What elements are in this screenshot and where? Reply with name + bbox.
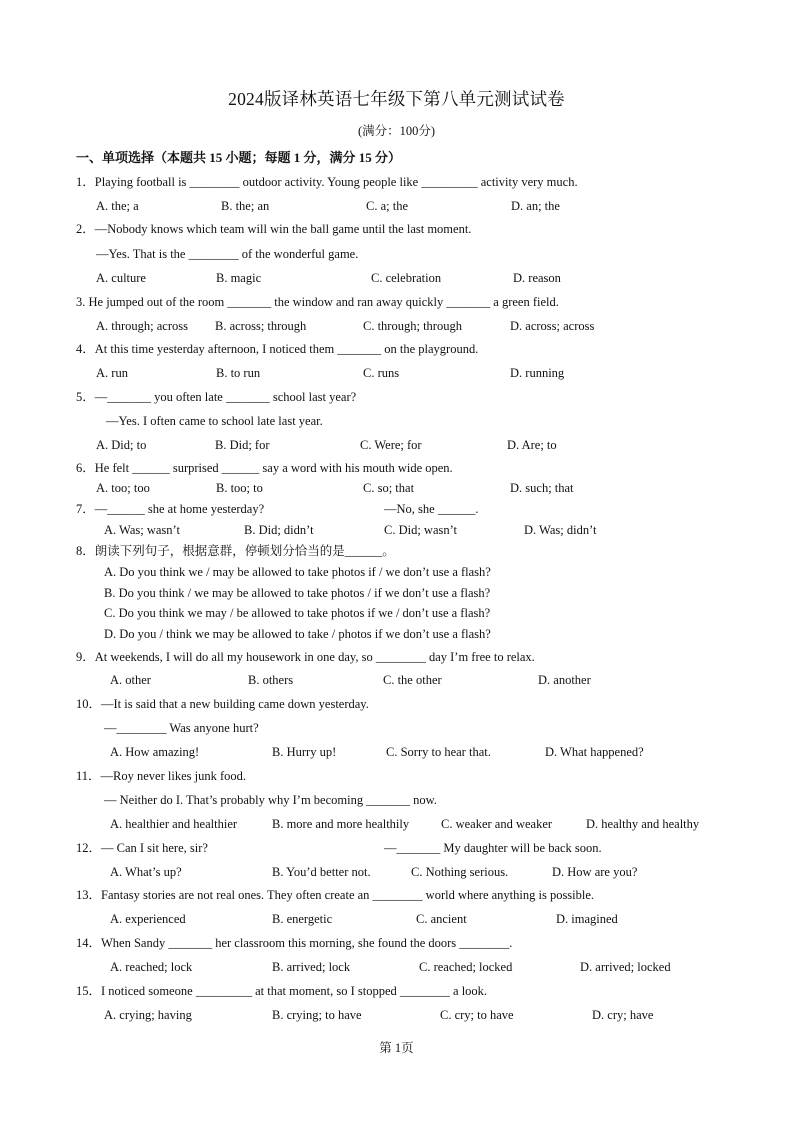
q5-option-a: A. Did; to: [96, 438, 147, 452]
q7-option-c: C. Did; wasn’t: [384, 523, 458, 537]
q13-option-d: D. imagined: [556, 912, 618, 926]
q11-option-b: B. more and more healthily: [272, 817, 410, 831]
full-score: (满分：100分): [357, 124, 436, 138]
question-11-reply: — Neither do I. That’s probably why I’m becoming _______ now.: [104, 793, 437, 807]
q12-option-c: C. Nothing serious.: [411, 865, 509, 879]
q9-option-b: B. others: [248, 673, 294, 687]
q2-option-c: C. celebration: [371, 271, 442, 285]
q5-option-c: C. Were; for: [360, 438, 422, 452]
q2-option-d: D. reason: [513, 271, 561, 285]
question-7: 7．—______ she at home yesterday?: [76, 502, 265, 516]
q4-option-c: C. runs: [363, 366, 400, 380]
q15-option-a: A. crying; having: [104, 1008, 192, 1022]
q4-option-a: A. run: [96, 366, 128, 380]
q15-option-b: B. crying; to have: [272, 1008, 362, 1022]
question-4: 4．At this time yesterday afternoon, I noticed them _______ on the playground.: [76, 342, 479, 356]
q10-option-c: C. Sorry to hear that.: [386, 745, 491, 759]
question-2: 2．—Nobody knows which team will win the ball game until the last moment.: [76, 222, 472, 236]
q5-option-d: D. Are; to: [507, 438, 557, 452]
question-10: 10．—It is said that a new building came down yesterday.: [76, 697, 369, 711]
question-9: 9．At weekends, I will do all my housework in one day, so ________ day I’m free to relax.: [76, 650, 535, 664]
q10-option-b: B. Hurry up!: [272, 745, 337, 759]
q6-option-b: B. too; to: [216, 481, 263, 495]
q11-option-c: C. weaker and weaker: [441, 817, 553, 831]
q10-option-d: D. What happened?: [545, 745, 644, 759]
question-12-reply: —_______ My daughter will be back soon.: [384, 841, 602, 855]
q12-option-d: D. How are you?: [552, 865, 638, 879]
q6-option-a: A. too; too: [96, 481, 150, 495]
question-12: 12．— Can I sit here, sir?: [76, 841, 208, 855]
q14-option-b: B. arrived; lock: [272, 960, 351, 974]
q8-option-a: A. Do you think we / may be allowed to take photos if / we don’t use a flash?: [104, 565, 491, 579]
q7-option-b: B. Did; didn’t: [244, 523, 314, 537]
q13-option-a: A. experienced: [110, 912, 186, 926]
q1-option-b: B. the; an: [221, 199, 270, 213]
page-title: 2024版译林英语七年级下第八单元测试试卷: [228, 89, 565, 109]
section-heading: 一、单项选择（本题共 15 小题；每题 1 分，满分 15 分）: [76, 150, 402, 165]
question-2-reply: —Yes. That is the ________ of the wonderful game.: [96, 247, 359, 261]
question-10-reply: —________ Was anyone hurt?: [104, 721, 259, 735]
q11-option-a: A. healthier and healthier: [110, 817, 238, 831]
q6-option-c: C. so; that: [363, 481, 415, 495]
q3-option-a: A. through; across: [96, 319, 188, 333]
q1-option-d: D. an; the: [511, 199, 560, 213]
q3-option-c: C. through; through: [363, 319, 462, 333]
q6-option-d: D. such; that: [510, 481, 574, 495]
question-5: 5．—_______ you often late _______ school last year?: [76, 390, 357, 404]
question-11: 11．—Roy never likes junk food.: [76, 769, 247, 783]
q14-option-a: A. reached; lock: [110, 960, 193, 974]
q4-option-d: D. running: [510, 366, 565, 380]
q1-option-a: A. the; a: [96, 199, 139, 213]
q1-option-c: C. a; the: [366, 199, 409, 213]
q3-option-d: D. across; across: [510, 319, 595, 333]
question-5-reply: —Yes. I often came to school late last year.: [106, 414, 323, 428]
page-number: 第 1页: [379, 1041, 414, 1055]
q5-option-b: B. Did; for: [215, 438, 270, 452]
q14-option-d: D. arrived; locked: [580, 960, 671, 974]
question-15: 15．I noticed someone _________ at that moment, so I stopped ________ a look.: [76, 984, 488, 998]
q12-option-a: A. What’s up?: [110, 865, 182, 879]
q14-option-c: C. reached; locked: [419, 960, 513, 974]
q8-option-d: D. Do you / think we may be allowed to take / photos if we don’t use a flash?: [104, 627, 491, 641]
q8-option-b: B. Do you think / we may be allowed to take photos / if we don’t use a flash?: [104, 586, 491, 600]
q9-option-c: C. the other: [383, 673, 442, 687]
q4-option-b: B. to run: [216, 366, 261, 380]
question-8: 8．朗读下列句子，根据意群，停顿划分恰当的是______。: [76, 544, 395, 558]
q7-option-d: D. Was; didn’t: [524, 523, 597, 537]
q12-option-b: B. You’d better not.: [272, 865, 371, 879]
question-6: 6．He felt ______ surprised ______ say a word with his mouth wide open.: [76, 461, 453, 475]
q10-option-a: A. How amazing!: [110, 745, 200, 759]
q2-option-b: B. magic: [216, 271, 262, 285]
q3-option-b: B. across; through: [215, 319, 307, 333]
q9-option-a: A. other: [110, 673, 151, 687]
q13-option-b: B. energetic: [272, 912, 333, 926]
question-14: 14．When Sandy _______ her classroom this morning, she found the doors ________.: [76, 936, 513, 950]
q9-option-d: D. another: [538, 673, 591, 687]
question-7-reply: —No, she ______.: [384, 502, 479, 516]
q2-option-a: A. culture: [96, 271, 146, 285]
q13-option-c: C. ancient: [416, 912, 467, 926]
question-3: 3. He jumped out of the room _______ the window and ran away quickly _______ a green field.: [76, 295, 559, 309]
q11-option-d: D. healthy and healthy: [586, 817, 700, 831]
question-1: 1．Playing football is ________ outdoor activity. Young people like _________ activity very much.: [76, 175, 578, 189]
q7-option-a: A. Was; wasn’t: [104, 523, 180, 537]
q15-option-d: D. cry; have: [592, 1008, 654, 1022]
question-13: 13．Fantasy stories are not real ones. They often create an ________ world where anything is possible.: [76, 888, 595, 902]
q15-option-c: C. cry; to have: [440, 1008, 514, 1022]
q8-option-c: C. Do you think we may / be allowed to take photos if we / don’t use a flash?: [104, 606, 491, 620]
